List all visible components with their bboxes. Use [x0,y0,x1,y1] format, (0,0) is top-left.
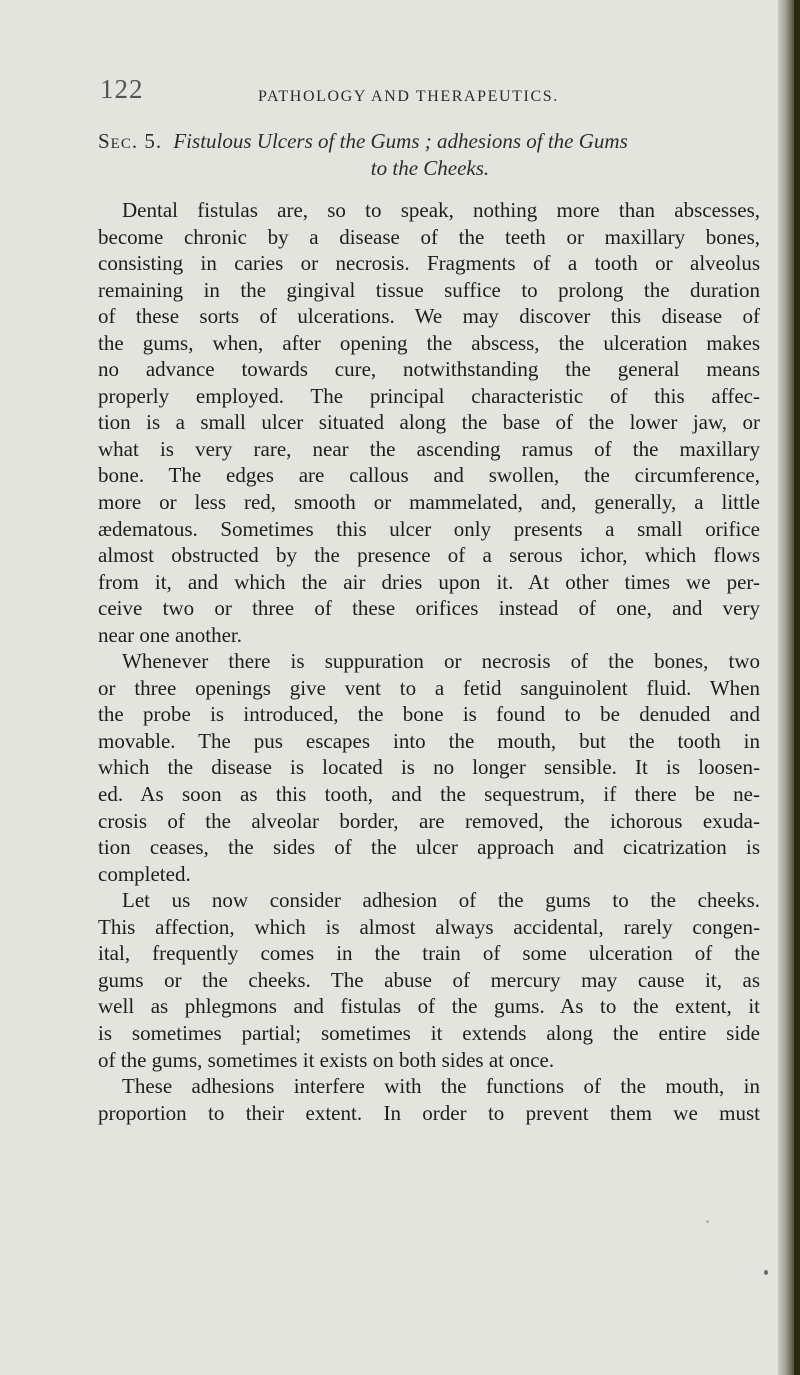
running-head: PATHOLOGY AND THERAPEUTICS. [258,88,559,105]
paragraph [98,1073,760,1126]
ink-speck [764,1270,768,1275]
text-line: completed. [98,861,191,886]
text-line: almost obstructed by the presence of a serous ichor, which flows [98,543,760,568]
text-line: no advance towards cure, notwithstanding the general means [98,357,760,382]
paper-speck [706,1220,709,1223]
text-line: ceive two or three of these orifices instead of one, and very [98,596,760,621]
text-line: of these sorts of ulcerations. We may discover this disease of [98,304,760,329]
paragraph [98,648,760,887]
text-line: movable. The pus escapes into the mouth, but the tooth in [98,728,760,753]
text-line: bone. The edges are callous and swollen, the circumference, [98,463,760,488]
text-line: the probe is introduced, the bone is found to be denuded and [98,702,760,727]
paragraph [98,887,760,1073]
text-line: Let us now consider adhesion of the gums to the cheeks. [122,888,760,913]
text-line: of the gums, sometimes it exists on both sides at once. [98,1047,555,1072]
section-title-line-2: to the Cheeks. [370,156,490,180]
text-line: These adhesions interfere with the functions of the mouth, in [122,1074,760,1099]
text-line: consisting in caries or necrosis. Fragments of a tooth or alveolus [98,251,760,276]
section-title-line-1: Fistulous Ulcers of the Gums ; adhesions of the Gums [173,129,628,153]
body-text [98,197,760,1126]
text-line: properly employed. The principal characteristic of this affec- [98,383,760,408]
text-line: more or less red, smooth or mammelated, and, generally, a little [98,490,760,515]
text-line: This affection, which is almost always accidental, rarely congen- [98,914,760,939]
page-number: 122 [100,74,144,104]
text-line: ædematous. Sometimes this ulcer only presents a small orifice [98,516,760,541]
text-line: from it, and which the air dries upon it. At other times we per- [98,569,760,594]
text-line: the gums, when, after opening the abscess, the ulceration makes [98,330,760,355]
text-line: is sometimes partial; sometimes it extends along the entire side [98,1020,760,1045]
text-line: crosis of the alveolar border, are removed, the ichorous exuda- [98,808,760,833]
text-line: or three openings give vent to a fetid sanguinolent fluid. When [98,675,760,700]
text-line: which the disease is located is no longer sensible. It is loosen- [98,755,760,780]
text-line: gums or the cheeks. The abuse of mercury may cause it, as [98,967,760,992]
text-line: remaining in the gingival tissue suffice to prolong the duration [98,277,760,302]
text-line: ed. As soon as this tooth, and the sequestrum, if there be ne- [98,782,760,807]
text-line: become chronic by a disease of the teeth or maxillary bones, [98,224,760,249]
section-heading [98,128,758,182]
section-number: Sec. 5. [98,129,163,153]
text-line: Dental fistulas are, so to speak, nothing more than abscesses, [122,198,760,222]
text-line: ital, frequently comes in the train of some ulceration of the [98,941,760,966]
text-line: well as phlegmons and fistulas of the gums. As to the extent, it [98,994,760,1019]
paragraph [98,197,760,648]
text-line: tion is a small ulcer situated along the base of the lower jaw, or [98,410,760,435]
page-edge-dark [794,0,800,1375]
text-line: proportion to their extent. In order to prevent them we must [98,1100,760,1125]
text-line: Whenever there is suppuration or necrosis of the bones, two [122,649,760,674]
text-line: near one another. [98,622,243,647]
text-line: what is very rare, near the ascending ramus of the maxillary [98,436,760,461]
text-line: tion ceases, the sides of the ulcer approach and cicatrization is [98,835,760,860]
